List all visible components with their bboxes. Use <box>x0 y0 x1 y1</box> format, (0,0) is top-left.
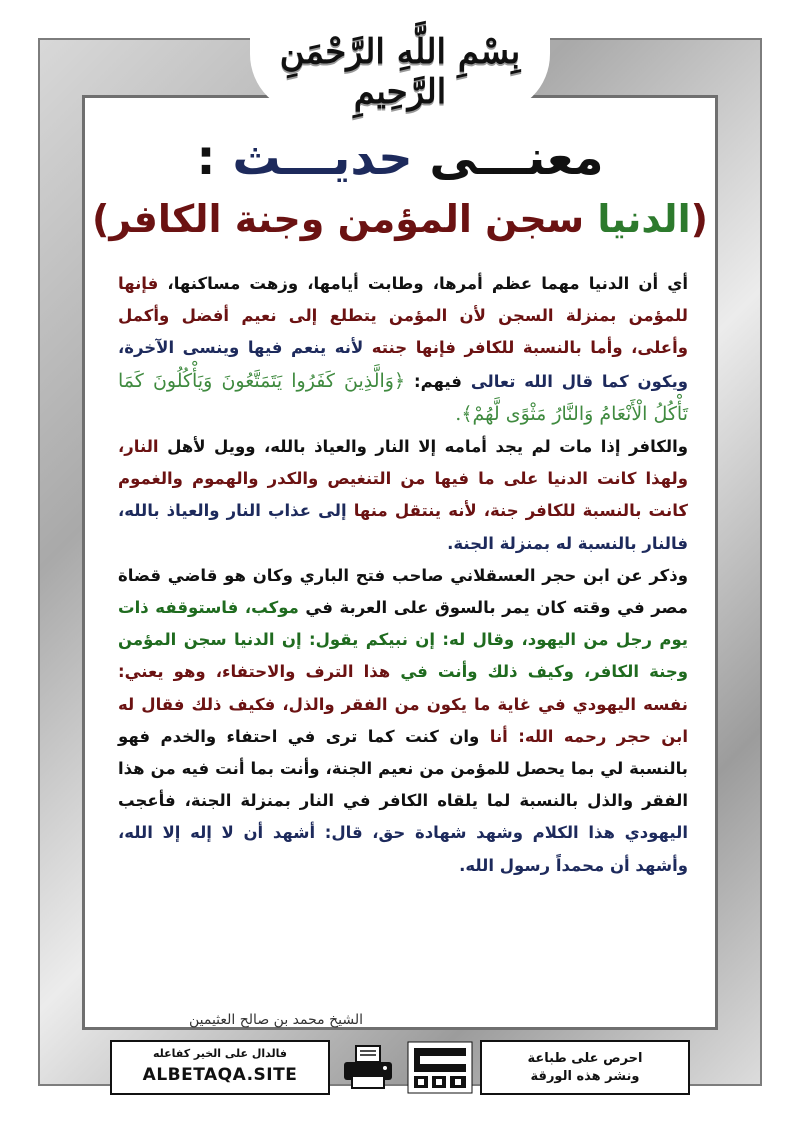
text-line: فإنها للمؤمن بمنزلة السجن لأن المؤمن يتطلع إلى نعيم <box>118 274 688 326</box>
title-word-hadith: حديـــث <box>232 130 413 186</box>
subtitle-rest: سجن المؤمن وجنة الكافر <box>109 197 585 241</box>
page-title <box>90 130 710 186</box>
bismillah-banner <box>250 8 550 114</box>
page-subtitle <box>90 195 710 243</box>
text-line: والهموم والغموم كانت بالنسبة للكافر جنة، لأنه ينتقل منها <box>118 469 689 521</box>
article-body <box>118 268 688 882</box>
subtitle-green-word: الدنيا <box>597 197 691 241</box>
author-signature: الشيخ محمد بن صالح العثيمين <box>188 1012 363 1028</box>
text-line: يقول: إن الدنيا سجن المؤمن وجنة الكافر، وكيف ذلك وأنت في <box>118 630 688 682</box>
text-line: والذل بالنسبة لما يلقاه الكافر في النار بمنزلة الجنة، فأعجب <box>118 791 634 811</box>
dawah-logo <box>406 1040 474 1095</box>
printer-icon <box>338 1042 398 1092</box>
text-line: اليهودي هذا الكلام وشهد شهادة حق، قال: أشهد أن لا إله إلا <box>162 823 688 843</box>
footer-website-box[interactable] <box>110 1040 330 1095</box>
text-line: وذكر عن ابن حجر العسقلاني صاحب فتح الباري وكان هو <box>224 565 688 585</box>
text-line: أي أن الدنيا مهما عظم أمرها، وطابت أيامها، وزهت مساكنها، <box>167 274 688 293</box>
text-line: وان كنت كما ترى في احتفاء والخدم فهو بالنسبة لي بما <box>118 726 688 779</box>
subtitle-open-paren: ( <box>690 197 708 241</box>
title-colon: : <box>196 130 216 186</box>
text-line: يحصل للمؤمن من نعيم الجنة، وأنت بما أنت فيه من هذا الفقر <box>118 759 688 811</box>
paragraph-2 <box>118 431 688 560</box>
bismillah-calligraphy: بِسْمِ اللَّهِ الرَّحْمَنِ الرَّحِيمِ <box>279 32 521 112</box>
footer-website-link[interactable]: ALBETAQA.SITE <box>142 1065 298 1085</box>
subtitle-close-paren: ) <box>92 197 110 241</box>
text-line: النار، ولهذا كانت الدنيا على ما فيها من التنغيص والكدر <box>118 437 689 489</box>
text-line: أفضل وأكمل وأعلى، وأما بالنسبة للكافر فإنها جنته <box>118 306 688 358</box>
text-line: لأنه ينعم فيها وينسى الآخرة، ويكون كما قال الله تعالى <box>118 338 689 391</box>
footer-print-line1: احرص على طباعة <box>527 1051 643 1066</box>
footer-print-line2: ونشر هذه الورقة <box>530 1069 640 1084</box>
paragraph-1 <box>118 268 688 431</box>
text-line: فيهم: <box>413 371 462 391</box>
text-line: الله، وأشهد أن محمداً رسول الله. <box>118 823 688 875</box>
footer-saying: فالدال على الخير كفاعله <box>152 1047 288 1060</box>
paragraph-3 <box>118 560 688 882</box>
footer-bar <box>110 1040 690 1095</box>
text-line: هذا الترف والاحتفاء، وهو يعني: نفسه اليهودي في غاية ما يكون <box>118 662 688 714</box>
title-word-meaning: معنـــى <box>429 130 604 186</box>
footer-print-notice <box>480 1040 690 1095</box>
text-line: إلى عذاب النار والعياذ بالله، فالنار بالنسبة له بمنزلة الجنة. <box>118 501 688 553</box>
text-line: قاضي قضاة مصر في وقته كان يمر بالسوق على العربة في <box>118 565 688 618</box>
text-line: والكافر إذا مات لم يجد أمامه إلا النار والعياذ بالله، وويل لأهل <box>167 437 688 457</box>
text-line: من الفقر والذل، فكيف ذلك فقال له ابن حجر رحمه الله: أنا <box>118 694 688 746</box>
text-line: موكب، فاستوقفه ذات يوم رجل من اليهود، وقال له: إن نبيكم <box>118 598 688 650</box>
quran-verse: ﴿وَالَّذِينَ كَفَرُوا يَتَمَتَّعُونَ وَيَأْكُلُونَ كَمَا تَأْكُلُ الْأَنْعَامُ وَالنَّارُ مَثْوًى لَّهُمْ﴾. <box>118 369 688 425</box>
